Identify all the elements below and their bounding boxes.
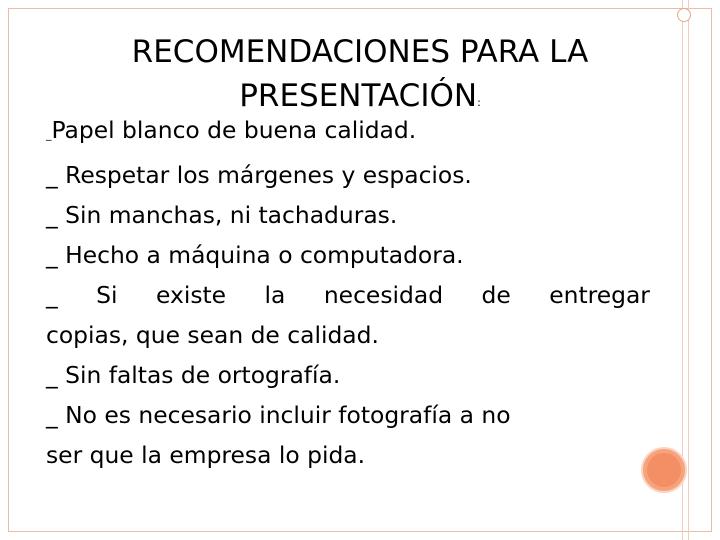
title-line-2-text: PRESENTACIÓN	[239, 78, 478, 114]
title-colon: :	[477, 96, 481, 109]
list-item-text: Papel blanco de buena calidad.	[51, 116, 417, 144]
word: Si	[96, 281, 118, 309]
recommendation-list	[46, 110, 650, 475]
word: entregar	[549, 281, 650, 309]
list-item: _ Sin faltas de ortografía.	[46, 361, 341, 389]
word: la	[264, 281, 286, 309]
list-item-justified-line	[46, 275, 650, 315]
word: de	[481, 281, 511, 309]
list-item-continuation: ser que la empresa lo pida.	[46, 441, 366, 469]
bullet-mark: _	[46, 128, 52, 141]
list-item: _ No es necesario incluir fotografía a no	[46, 401, 511, 429]
list-item: _ Respetar los márgenes y espacios.	[46, 161, 472, 189]
decorative-rule	[688, 0, 689, 540]
word: _	[46, 281, 58, 309]
list-item: _ Sin manchas, ni tachaduras.	[46, 201, 398, 229]
list-item: _ Hecho a máquina o computadora.	[46, 241, 464, 269]
title-line-1: RECOMENDACIONES PARA LA	[131, 34, 589, 70]
list-item	[46, 110, 650, 155]
list-item-continuation: copias, que sean de calidad.	[46, 321, 379, 349]
word: necesidad	[323, 281, 444, 309]
word: existe	[156, 281, 227, 309]
decorative-ring-icon	[677, 8, 691, 22]
